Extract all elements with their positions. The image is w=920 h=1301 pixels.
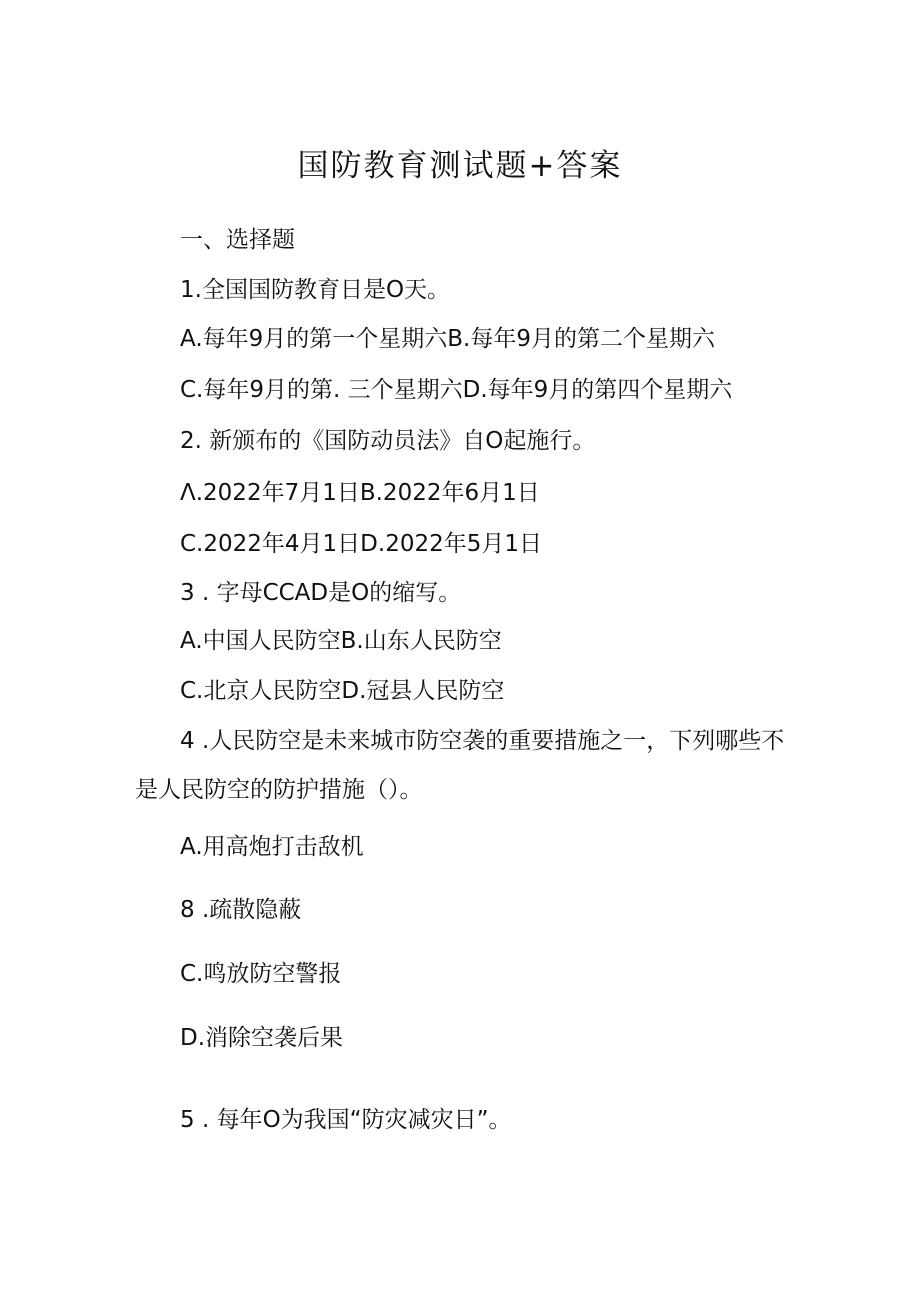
question-3-options-cd: C.北京人民防空D.冠县人民防空 xyxy=(180,678,505,704)
question-1-options-cd: C.每年9月的第. 三个星期六D.每年9月的第四个星期六 xyxy=(180,377,733,403)
question-2-options-ab: Λ.2022年7月1日B.2022年6月1日 xyxy=(180,480,540,506)
question-1-options-ab: A.每年9月的第一个星期六B.每年9月的第二个星期六 xyxy=(180,326,715,352)
question-3: 3 . 字母CCAD是O的缩写。 xyxy=(180,580,462,606)
question-4: 4 .人民防空是未来城市防空袭的重要措施之一，下列哪些不是人民防空的防护措施（）。 xyxy=(135,728,785,803)
question-1: 1.全国国防教育日是O天。 xyxy=(180,277,451,303)
question-4-option-a: A.用高炮打击敌机 xyxy=(180,834,364,860)
question-2-options-cd: C.2022年4月1日D.2022年5月1日 xyxy=(180,531,542,557)
question-5: 5 . 每年O为我国“防灾减灾日”。 xyxy=(180,1107,512,1133)
section-heading: 一、选择题 xyxy=(180,227,295,253)
question-2: 2. 新颁布的《国防动员法》自O起施行。 xyxy=(180,428,596,454)
document-title: 国防教育测试题+答案 xyxy=(297,148,623,184)
question-4-option-d: D.消除空袭后果 xyxy=(180,1025,344,1051)
question-4-option-c: C.鸣放防空警报 xyxy=(180,961,342,987)
question-4-option-b: 8 .疏散隐蔽 xyxy=(180,897,302,923)
question-3-options-ab: A.中国人民防空B.山东人民防空 xyxy=(180,628,502,654)
